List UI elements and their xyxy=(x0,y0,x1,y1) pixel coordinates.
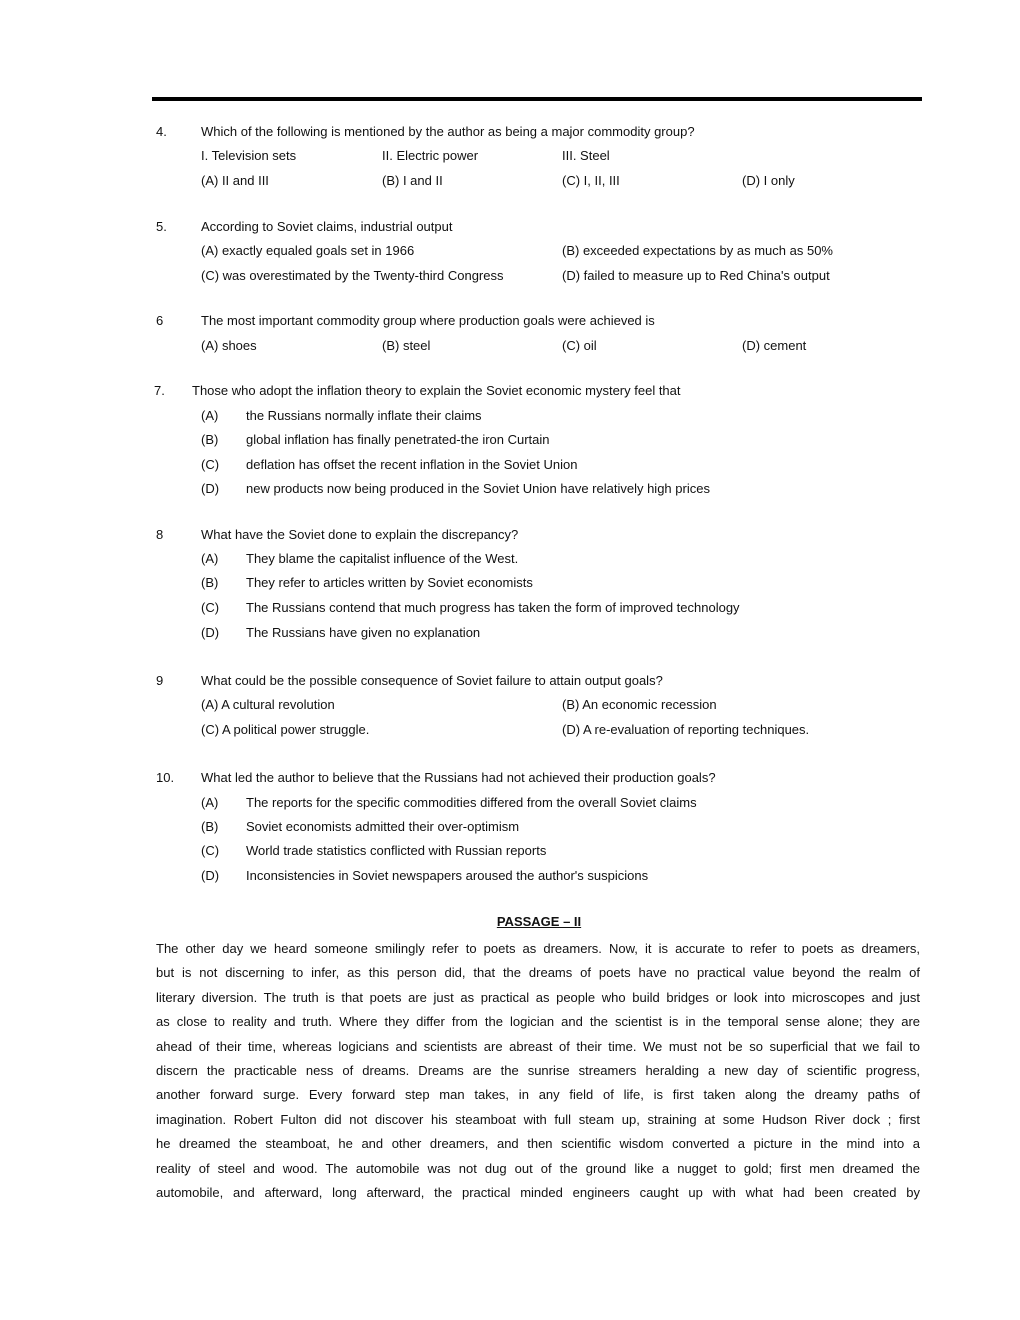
question-number: 9 xyxy=(156,673,164,688)
answer-option: (C) was overestimated by the Twenty-third Congress xyxy=(201,268,504,283)
question-number: 10. xyxy=(156,770,175,785)
answer-option: They refer to articles written by Soviet economists xyxy=(246,575,533,590)
answer-option: (B) exceeded expectations by as much as 50% xyxy=(562,243,833,258)
item-statement: II. Electric power xyxy=(382,148,479,163)
answer-option: (A) exactly equaled goals set in 1966 xyxy=(201,243,415,258)
answer-option: new products now being produced in the Soviet Union have relatively high prices xyxy=(246,481,710,496)
answer-option: (B) steel xyxy=(382,338,431,353)
option-letter: (A) xyxy=(201,408,219,423)
answer-option: The Russians have given no explanation xyxy=(246,625,481,640)
option-letter: (A) xyxy=(201,551,219,566)
option-letter: (B) xyxy=(201,575,219,590)
answer-option: The reports for the specific commodities differed from the overall Soviet claims xyxy=(246,795,697,810)
answer-option: (C) I, II, III xyxy=(562,173,620,188)
answer-option: (A) II and III xyxy=(201,173,269,188)
option-letter: (B) xyxy=(201,432,219,447)
passage-line: reality of steel and wood. The automobile was not dug out of the ground like a nugget to gold; first men dreamed the xyxy=(156,1160,920,1176)
question-number: 8 xyxy=(156,527,164,542)
question-number: 7. xyxy=(154,383,165,398)
passage-line: literary diversion. The truth is that poets are just as practical as people who build bridges or look into microscopes and just xyxy=(156,989,920,1005)
question-stem: The most important commodity group where production goals were achieved is xyxy=(201,313,655,328)
option-letter: (C) xyxy=(201,843,220,858)
option-letter: (A) xyxy=(201,795,219,810)
answer-option: (D) I only xyxy=(742,173,795,188)
passage-line: discern the practicable ness of dreams. Dreams are the sunrise streamers heralding a new day of scientific progress, xyxy=(156,1062,920,1078)
passage-body xyxy=(156,937,920,1205)
option-letter: (C) xyxy=(201,600,220,615)
answer-option: Inconsistencies in Soviet newspapers aroused the author's suspicions xyxy=(246,868,649,883)
question-number: 6 xyxy=(156,313,164,328)
question-stem: What have the Soviet done to explain the discrepancy? xyxy=(201,527,519,542)
item-statement: I. Television sets xyxy=(201,148,297,163)
answer-option: (A) shoes xyxy=(201,338,257,353)
answer-option: (B) An economic recession xyxy=(562,697,717,712)
question-number: 5. xyxy=(156,219,167,234)
answer-option: deflation has offset the recent inflation in the Soviet Union xyxy=(246,457,578,472)
answer-option: global inflation has finally penetrated-the iron Curtain xyxy=(246,432,550,447)
item-statement: III. Steel xyxy=(562,148,610,163)
question-stem: According to Soviet claims, industrial output xyxy=(201,219,453,234)
passage-title: PASSAGE – II xyxy=(496,914,582,929)
option-letter: (B) xyxy=(201,819,219,834)
passage-line: as close to reality and truth. Where they differ from the logician and the scientist is in the temporal sense alone; they are xyxy=(156,1014,920,1030)
answer-option: They blame the capitalist influence of the West. xyxy=(246,551,519,566)
answer-option: (B) I and II xyxy=(382,173,443,188)
question-stem: What could be the possible consequence of Soviet failure to attain output goals? xyxy=(201,673,663,688)
answer-option: (A) A cultural revolution xyxy=(201,697,335,712)
answer-option: (D) A re-evaluation of reporting techniques. xyxy=(562,722,810,737)
option-letter: (D) xyxy=(201,868,220,883)
passage-line: another forward surge. Every forward step man takes, in any field of life, is first taken along the dreamy paths of xyxy=(156,1087,920,1103)
question-stem: What led the author to believe that the Russians had not achieved their production goals? xyxy=(201,770,716,785)
passage-line: but is not discerning to infer, as this person did, that the dreams of poets have no practical value beyond the realm of xyxy=(156,965,920,981)
answer-option: World trade statistics conflicted with Russian reports xyxy=(246,843,547,858)
passage-line: ahead of their time, whereas logicians and scientists are abreast of their time. We must not be so superficial that we fail to xyxy=(156,1038,920,1054)
answer-option: (C) A political power struggle. xyxy=(201,722,370,737)
answer-option: Soviet economists admitted their over-optimism xyxy=(246,819,520,834)
question-number: 4. xyxy=(156,124,167,139)
passage-line: automobile, and afterward, long afterward, the practical minded engineers caught up with what had been created by xyxy=(156,1184,920,1200)
passage-line: imagination. Robert Fulton did not discover his steamboat with full steam up, straining at some Hudson River dock ; first xyxy=(156,1111,920,1127)
option-letter: (D) xyxy=(201,481,220,496)
question-stem: Which of the following is mentioned by the author as being a major commodity group? xyxy=(201,124,695,139)
answer-option: (D) cement xyxy=(742,338,807,353)
passage-line: he dreamed the steamboat, he and other dreamers, and then scientific wisdom converted a picture in the mind into a xyxy=(156,1136,920,1152)
answer-option: (C) oil xyxy=(562,338,597,353)
option-letter: (D) xyxy=(201,625,220,640)
header-rule xyxy=(152,97,922,101)
passage-line: The other day we heard someone smilingly refer to poets as dreamers. Now, it is accurate to refer to poets as dreamers, xyxy=(156,941,920,956)
question-stem: Those who adopt the inflation theory to explain the Soviet economic mystery feel that xyxy=(192,383,681,398)
answer-option: The Russians contend that much progress has taken the form of improved technology xyxy=(246,600,740,615)
option-letter: (C) xyxy=(201,457,220,472)
answer-option: (D) failed to measure up to Red China's output xyxy=(562,268,830,283)
answer-option: the Russians normally inflate their claims xyxy=(246,408,482,423)
